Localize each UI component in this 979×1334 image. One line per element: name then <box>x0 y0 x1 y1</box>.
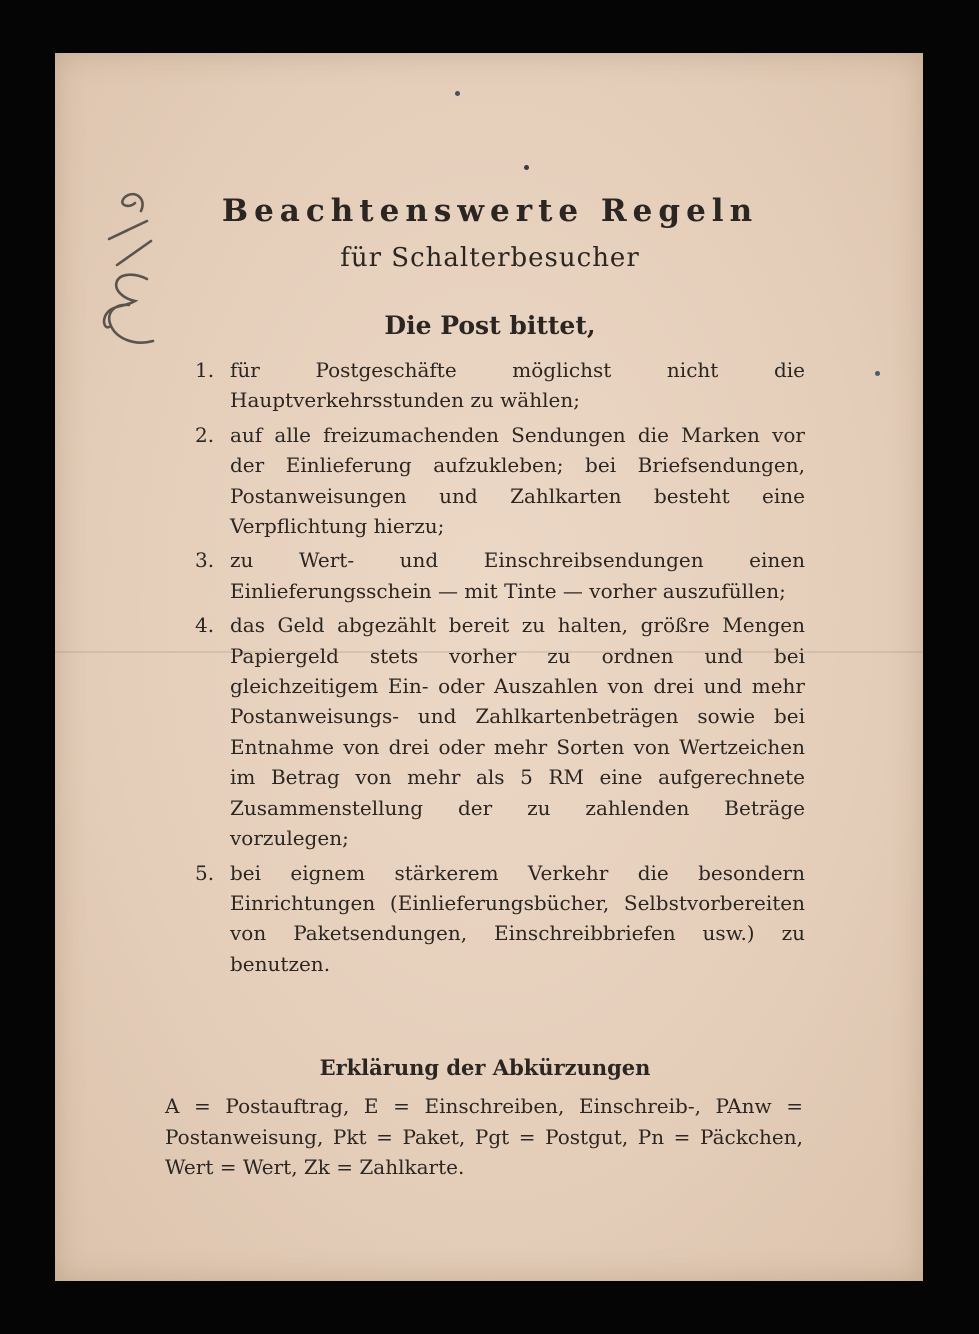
list-item <box>195 610 805 853</box>
document-page <box>55 53 923 1281</box>
ink-speck <box>875 371 880 376</box>
abbreviations-heading: Erklärung der Abkürzungen <box>319 1055 651 1080</box>
item-text: auf alle freizumachenden Sendungen die Marken vor der Einlieferung aufzukleben; bei Briefsendungen, Postanweisungen und Zahlkarten besteht eine Verpflichtung hierzu; <box>230 422 805 539</box>
list-item <box>195 420 805 542</box>
item-text: das Geld abgezählt bereit zu halten, größre Mengen Papiergeld stets vorher zu ordnen und bei gleichzeitigem Ein- oder Auszahlen von drei und mehr Postanweisungs- und Zahlkartenbeträgen sowie bei Entnahme von drei oder mehr Sorten von Wertzeichen im Betrag von mehr als 5 RM eine aufgerechnete Zusammenstellung der zu zahlenden Beträge vorzulegen; <box>230 613 805 851</box>
handwritten-note <box>95 181 165 351</box>
item-text: bei eignem stärkerem Verkehr die besondern Einrichtungen (Einlieferungsbücher, Selbstvorbereiten von Paketsendungen, Einschreibbriefen usw.) zu benutzen. <box>230 860 805 976</box>
item-number: 5. <box>195 860 215 885</box>
item-number: 1. <box>195 358 215 382</box>
item-text: zu Wert- und Einschreibsendungen einen Einlieferungsschein — mit Tinte — vorher auszufüllen; <box>230 548 805 603</box>
document-subtitle: für Schalterbesucher <box>340 243 640 273</box>
list-item <box>195 858 805 980</box>
item-number: 2. <box>195 422 215 447</box>
ink-speck <box>455 91 460 96</box>
abbreviations-text: A = Postauftrag, E = Einschreiben, Einschreib-, PAnw = Postanweisung, Pkt = Paket, Pgt = Postgut, Pn = Päckchen, Wert = Wert, Zk = Zahlkarte. <box>165 1094 803 1179</box>
intro-heading: Die Post bittet, <box>384 311 596 340</box>
list-item <box>195 355 805 416</box>
item-number: 3. <box>195 548 215 573</box>
ink-speck <box>524 165 529 170</box>
item-number: 4. <box>195 613 215 638</box>
list-item <box>195 545 805 606</box>
rules-list <box>195 355 805 983</box>
document-title: Beachtenswerte Regeln <box>221 193 759 229</box>
item-text: für Postgeschäfte möglichst nicht die Hauptverkehrsstunden zu wählen; <box>230 358 805 413</box>
